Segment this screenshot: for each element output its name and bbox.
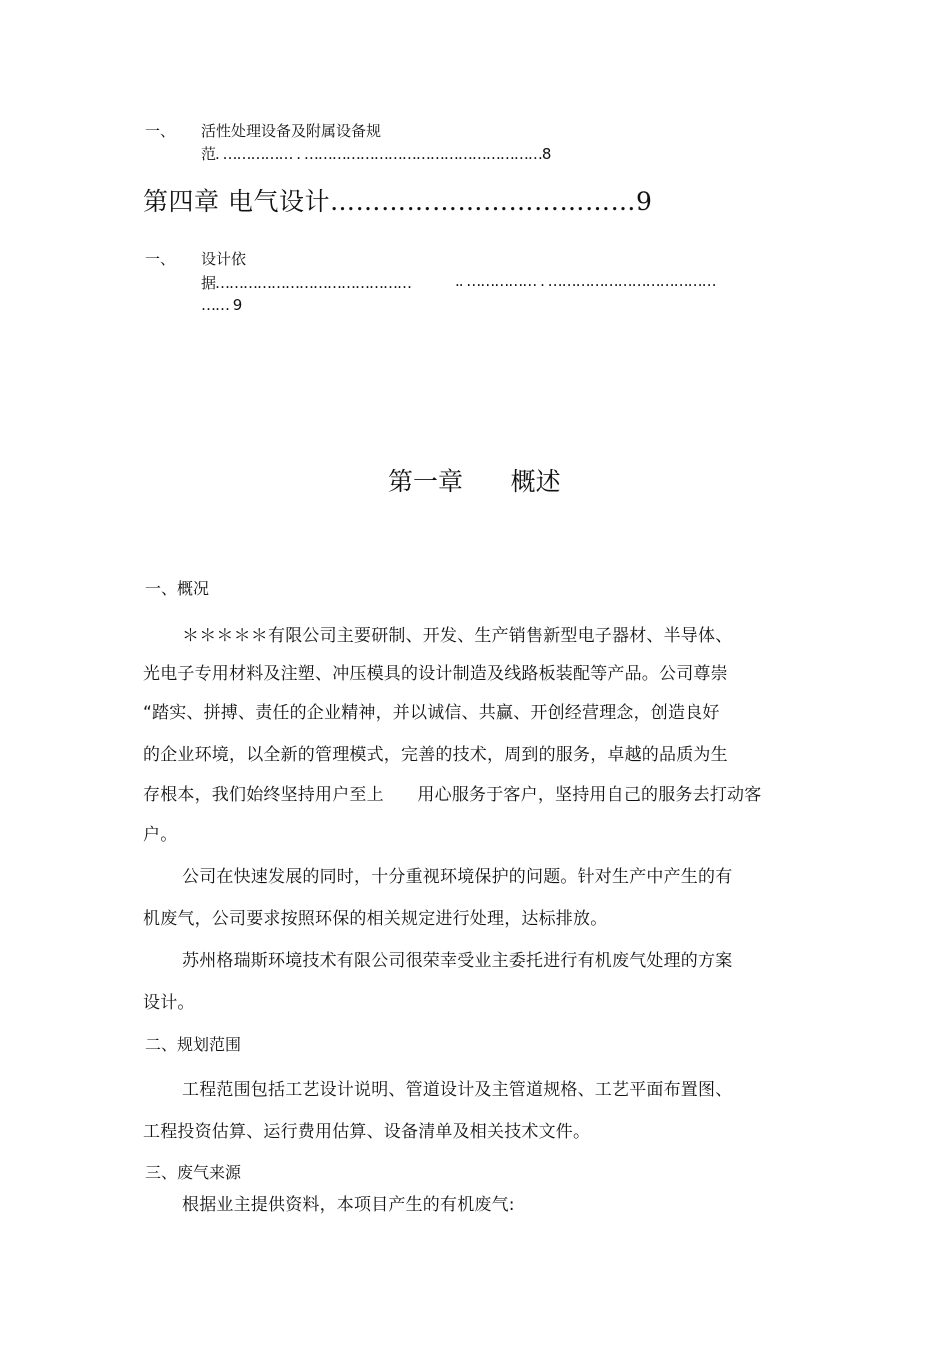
paragraph-line: ＊＊＊＊＊有限公司主要研制、开发、生产销售新型电子器材、半导体、	[182, 626, 733, 646]
paragraph-line: 机废气，公司要求按照环保的相关规定进行处理，达标排放。	[143, 909, 608, 929]
toc-entry-number: 一、	[145, 250, 176, 268]
toc-entry-leader: 范. …………… . ……………………………………………8	[201, 145, 551, 163]
toc-entry-number: 一、	[145, 122, 176, 140]
paragraph-line: 工程投资估算、运行费用估算、设备清单及相关技术文件。	[143, 1122, 591, 1142]
toc-entry-title: 活性处理设备及附属设备规	[201, 122, 382, 140]
paragraph-line: 苏州格瑞斯环境技术有限公司很荣幸受业主委托进行有机废气处理的方案	[182, 951, 733, 971]
paragraph-line: 的企业环境，以全新的管理模式，完善的技术，周到的服务，卓越的品质为生	[143, 745, 728, 765]
toc-chapter4: 第四章 电气设计………………………………9	[143, 187, 653, 216]
paragraph-line: 根据业主提供资料，本项目产生的有机废气:	[182, 1195, 515, 1215]
toc-entry-leader: 据……………………………………	[201, 274, 412, 292]
paragraph-line: 公司在快速发展的同时，十分重视环境保护的问题。针对生产中产生的有	[182, 867, 733, 887]
paragraph-line: 设计。	[143, 993, 195, 1013]
paragraph-line: 光电子专用材料及注塑、冲压模具的设计制造及线路板装配等产品。公司尊崇	[143, 664, 728, 684]
section-heading: 二、规划范围	[145, 1035, 242, 1054]
paragraph-line: “踏实、拼搏、责任的企业精神，并以诚信、共赢、开创经营理念，创造良好	[143, 703, 720, 723]
section-heading: 一、概况	[145, 579, 210, 598]
paragraph-line: 存根本，我们始终坚持用户至上 用心服务于客户，坚持用自己的服务去打动客	[143, 785, 762, 805]
paragraph-line: 户。	[143, 825, 178, 845]
section-heading: 三、废气来源	[145, 1163, 242, 1182]
toc-entry-title: 设计依	[201, 250, 247, 268]
toc-entry-leader: .. …………… . ………………………………	[455, 272, 716, 290]
chapter-title: 第一章 概述	[388, 467, 561, 496]
paragraph-line: 工程范围包括工艺设计说明、管道设计及主管道规格、工艺平面布置图、	[182, 1080, 733, 1100]
toc-entry-page: …… 9	[201, 296, 242, 314]
